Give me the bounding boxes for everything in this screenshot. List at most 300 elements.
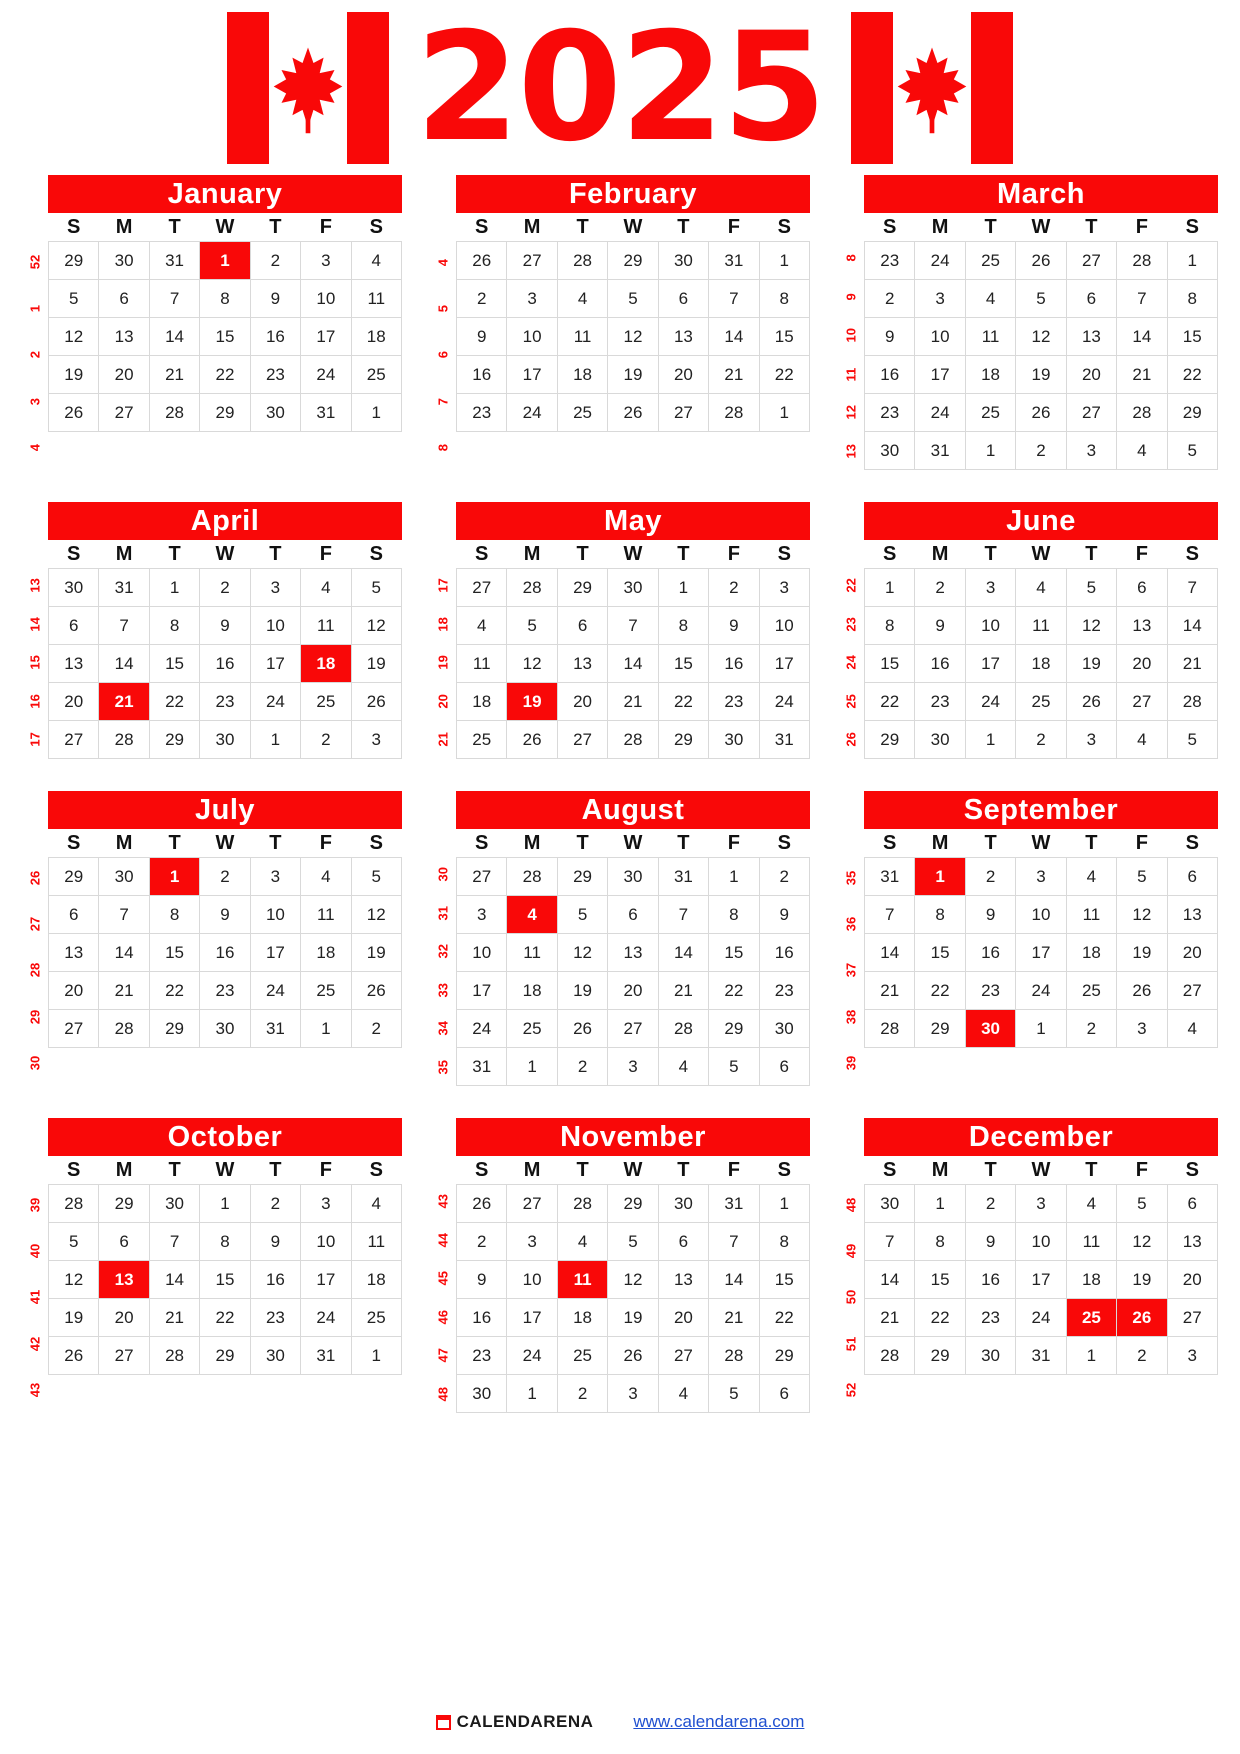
day-cell[interactable]: 11 xyxy=(507,934,557,972)
day-cell[interactable]: 6 xyxy=(49,896,99,934)
day-cell[interactable]: 11 xyxy=(965,318,1015,356)
day-cell[interactable]: 15 xyxy=(200,318,250,356)
day-cell[interactable]: 25 xyxy=(1016,683,1066,721)
day-cell[interactable]: 5 xyxy=(49,1223,99,1261)
day-cell[interactable]: 2 xyxy=(1117,1337,1167,1375)
day-cell[interactable]: 6 xyxy=(759,1048,809,1086)
day-cell[interactable]: 8 xyxy=(709,896,759,934)
day-cell[interactable]: 15 xyxy=(865,645,915,683)
day-cell[interactable]: 27 xyxy=(1117,683,1167,721)
day-cell[interactable]: 1 xyxy=(507,1375,557,1413)
day-cell[interactable]: 3 xyxy=(915,280,965,318)
day-cell[interactable]: 26 xyxy=(1016,242,1066,280)
day-cell[interactable]: 7 xyxy=(149,1223,199,1261)
day-cell[interactable]: 15 xyxy=(658,645,708,683)
day-cell[interactable]: 30 xyxy=(250,394,300,432)
day-cell[interactable]: 15 xyxy=(149,645,199,683)
day-cell[interactable]: 30 xyxy=(965,1010,1015,1048)
day-cell[interactable]: 23 xyxy=(759,972,809,1010)
day-cell[interactable]: 3 xyxy=(250,858,300,896)
day-cell[interactable]: 16 xyxy=(865,356,915,394)
day-cell[interactable]: 10 xyxy=(965,607,1015,645)
day-cell[interactable]: 9 xyxy=(250,1223,300,1261)
day-cell[interactable]: 18 xyxy=(301,934,351,972)
day-cell[interactable]: 29 xyxy=(759,1337,809,1375)
day-cell[interactable]: 30 xyxy=(608,858,658,896)
day-cell[interactable]: 23 xyxy=(865,242,915,280)
day-cell[interactable]: 23 xyxy=(250,356,300,394)
day-cell[interactable]: 29 xyxy=(200,1337,250,1375)
day-cell[interactable]: 31 xyxy=(149,242,199,280)
day-cell[interactable]: 1 xyxy=(250,721,300,759)
day-cell[interactable]: 26 xyxy=(457,242,507,280)
day-cell[interactable]: 2 xyxy=(759,858,809,896)
day-cell[interactable]: 26 xyxy=(557,1010,607,1048)
day-cell[interactable]: 7 xyxy=(1117,280,1167,318)
day-cell[interactable]: 2 xyxy=(301,721,351,759)
day-cell[interactable]: 1 xyxy=(965,721,1015,759)
day-cell[interactable]: 3 xyxy=(1066,432,1116,470)
day-cell[interactable]: 1 xyxy=(759,394,809,432)
day-cell[interactable]: 19 xyxy=(49,356,99,394)
day-cell[interactable]: 18 xyxy=(507,972,557,1010)
day-cell[interactable]: 28 xyxy=(149,1337,199,1375)
day-cell[interactable]: 10 xyxy=(1016,896,1066,934)
day-cell[interactable]: 2 xyxy=(457,280,507,318)
day-cell[interactable]: 4 xyxy=(1066,858,1116,896)
day-cell[interactable]: 13 xyxy=(1167,1223,1217,1261)
day-cell[interactable]: 31 xyxy=(658,858,708,896)
day-cell[interactable]: 16 xyxy=(965,934,1015,972)
day-cell[interactable]: 6 xyxy=(1117,569,1167,607)
day-cell[interactable]: 13 xyxy=(608,934,658,972)
day-cell[interactable]: 29 xyxy=(608,1185,658,1223)
day-cell[interactable]: 26 xyxy=(49,394,99,432)
day-cell[interactable]: 31 xyxy=(915,432,965,470)
day-cell[interactable]: 30 xyxy=(658,242,708,280)
day-cell[interactable]: 15 xyxy=(759,1261,809,1299)
day-cell[interactable]: 2 xyxy=(865,280,915,318)
day-cell[interactable]: 3 xyxy=(351,721,401,759)
day-cell[interactable]: 23 xyxy=(200,972,250,1010)
day-cell[interactable]: 20 xyxy=(1167,934,1217,972)
day-cell[interactable]: 12 xyxy=(351,896,401,934)
day-cell[interactable]: 14 xyxy=(658,934,708,972)
day-cell[interactable]: 2 xyxy=(457,1223,507,1261)
day-cell[interactable]: 24 xyxy=(250,972,300,1010)
day-cell[interactable]: 3 xyxy=(759,569,809,607)
day-cell[interactable]: 15 xyxy=(915,1261,965,1299)
day-cell[interactable]: 7 xyxy=(865,896,915,934)
day-cell[interactable]: 13 xyxy=(658,1261,708,1299)
day-cell[interactable]: 21 xyxy=(99,972,149,1010)
day-cell[interactable]: 9 xyxy=(709,607,759,645)
day-cell[interactable]: 4 xyxy=(658,1048,708,1086)
day-cell[interactable]: 12 xyxy=(1117,896,1167,934)
day-cell[interactable]: 2 xyxy=(965,1185,1015,1223)
day-cell[interactable]: 14 xyxy=(99,645,149,683)
day-cell[interactable]: 29 xyxy=(557,858,607,896)
day-cell[interactable]: 12 xyxy=(351,607,401,645)
day-cell[interactable]: 8 xyxy=(915,1223,965,1261)
day-cell[interactable]: 2 xyxy=(557,1048,607,1086)
day-cell[interactable]: 18 xyxy=(351,1261,401,1299)
day-cell[interactable]: 13 xyxy=(1066,318,1116,356)
day-cell[interactable]: 26 xyxy=(1066,683,1116,721)
day-cell[interactable]: 18 xyxy=(557,356,607,394)
day-cell[interactable]: 16 xyxy=(915,645,965,683)
day-cell[interactable]: 26 xyxy=(49,1337,99,1375)
day-cell[interactable]: 22 xyxy=(759,1299,809,1337)
day-cell[interactable]: 13 xyxy=(49,934,99,972)
day-cell[interactable]: 5 xyxy=(49,280,99,318)
day-cell[interactable]: 28 xyxy=(99,1010,149,1048)
day-cell[interactable]: 27 xyxy=(1167,1299,1217,1337)
day-cell[interactable]: 30 xyxy=(759,1010,809,1048)
day-cell[interactable]: 29 xyxy=(709,1010,759,1048)
day-cell[interactable]: 7 xyxy=(865,1223,915,1261)
day-cell[interactable]: 20 xyxy=(658,356,708,394)
day-cell[interactable]: 9 xyxy=(965,896,1015,934)
day-cell[interactable]: 8 xyxy=(200,1223,250,1261)
day-cell[interactable]: 30 xyxy=(149,1185,199,1223)
day-cell[interactable]: 2 xyxy=(1016,721,1066,759)
day-cell[interactable]: 30 xyxy=(250,1337,300,1375)
day-cell[interactable]: 30 xyxy=(865,432,915,470)
day-cell[interactable]: 12 xyxy=(49,318,99,356)
day-cell[interactable]: 8 xyxy=(200,280,250,318)
day-cell[interactable]: 24 xyxy=(759,683,809,721)
day-cell[interactable]: 13 xyxy=(557,645,607,683)
day-cell[interactable]: 20 xyxy=(49,683,99,721)
day-cell[interactable]: 30 xyxy=(915,721,965,759)
day-cell[interactable]: 29 xyxy=(149,1010,199,1048)
day-cell[interactable]: 20 xyxy=(99,356,149,394)
day-cell[interactable]: 3 xyxy=(250,569,300,607)
day-cell[interactable]: 29 xyxy=(49,858,99,896)
day-cell[interactable]: 15 xyxy=(1167,318,1217,356)
day-cell[interactable]: 30 xyxy=(965,1337,1015,1375)
day-cell[interactable]: 10 xyxy=(250,896,300,934)
day-cell[interactable]: 16 xyxy=(965,1261,1015,1299)
day-cell[interactable]: 29 xyxy=(915,1010,965,1048)
day-cell[interactable]: 2 xyxy=(1016,432,1066,470)
day-cell[interactable]: 6 xyxy=(658,1223,708,1261)
day-cell[interactable]: 16 xyxy=(709,645,759,683)
day-cell[interactable]: 9 xyxy=(915,607,965,645)
day-cell[interactable]: 28 xyxy=(1167,683,1217,721)
day-cell[interactable]: 3 xyxy=(1016,1185,1066,1223)
day-cell[interactable]: 2 xyxy=(557,1375,607,1413)
day-cell[interactable]: 18 xyxy=(557,1299,607,1337)
day-cell[interactable]: 11 xyxy=(1066,1223,1116,1261)
day-cell[interactable]: 4 xyxy=(301,569,351,607)
day-cell[interactable]: 3 xyxy=(507,1223,557,1261)
day-cell[interactable]: 26 xyxy=(457,1185,507,1223)
day-cell[interactable]: 27 xyxy=(658,1337,708,1375)
day-cell[interactable]: 19 xyxy=(1117,1261,1167,1299)
day-cell[interactable]: 8 xyxy=(149,607,199,645)
day-cell[interactable]: 1 xyxy=(965,432,1015,470)
day-cell[interactable]: 27 xyxy=(1167,972,1217,1010)
day-cell[interactable]: 7 xyxy=(99,896,149,934)
day-cell[interactable]: 30 xyxy=(608,569,658,607)
day-cell[interactable]: 3 xyxy=(608,1048,658,1086)
day-cell[interactable]: 24 xyxy=(915,394,965,432)
day-cell[interactable]: 28 xyxy=(49,1185,99,1223)
day-cell[interactable]: 26 xyxy=(507,721,557,759)
day-cell[interactable]: 16 xyxy=(200,645,250,683)
day-cell[interactable]: 14 xyxy=(1167,607,1217,645)
day-cell[interactable]: 6 xyxy=(49,607,99,645)
day-cell[interactable]: 7 xyxy=(608,607,658,645)
day-cell[interactable]: 12 xyxy=(1016,318,1066,356)
day-cell[interactable]: 3 xyxy=(965,569,1015,607)
day-cell[interactable]: 6 xyxy=(1167,858,1217,896)
day-cell[interactable]: 16 xyxy=(250,318,300,356)
day-cell[interactable]: 18 xyxy=(1066,934,1116,972)
day-cell[interactable]: 31 xyxy=(301,1337,351,1375)
day-cell[interactable]: 14 xyxy=(608,645,658,683)
day-cell[interactable]: 25 xyxy=(965,394,1015,432)
day-cell[interactable]: 23 xyxy=(709,683,759,721)
day-cell[interactable]: 11 xyxy=(351,280,401,318)
day-cell[interactable]: 30 xyxy=(658,1185,708,1223)
day-cell[interactable]: 22 xyxy=(200,1299,250,1337)
day-cell[interactable]: 15 xyxy=(709,934,759,972)
day-cell[interactable]: 17 xyxy=(1016,934,1066,972)
day-cell[interactable]: 27 xyxy=(1066,394,1116,432)
day-cell[interactable]: 17 xyxy=(250,934,300,972)
day-cell[interactable]: 9 xyxy=(865,318,915,356)
day-cell[interactable]: 25 xyxy=(557,394,607,432)
day-cell[interactable]: 10 xyxy=(457,934,507,972)
day-cell[interactable]: 5 xyxy=(1066,569,1116,607)
day-cell[interactable]: 27 xyxy=(99,1337,149,1375)
day-cell[interactable]: 4 xyxy=(1167,1010,1217,1048)
day-cell[interactable]: 18 xyxy=(1066,1261,1116,1299)
day-cell[interactable]: 20 xyxy=(557,683,607,721)
day-cell[interactable]: 31 xyxy=(709,242,759,280)
day-cell[interactable]: 17 xyxy=(759,645,809,683)
day-cell[interactable]: 15 xyxy=(149,934,199,972)
day-cell[interactable]: 5 xyxy=(1117,858,1167,896)
day-cell[interactable]: 1 xyxy=(658,569,708,607)
day-cell[interactable]: 31 xyxy=(457,1048,507,1086)
day-cell[interactable]: 4 xyxy=(965,280,1015,318)
day-cell[interactable]: 5 xyxy=(608,280,658,318)
day-cell[interactable]: 26 xyxy=(608,1337,658,1375)
day-cell[interactable]: 29 xyxy=(49,242,99,280)
day-cell[interactable]: 5 xyxy=(351,858,401,896)
day-cell[interactable]: 19 xyxy=(49,1299,99,1337)
day-cell[interactable]: 31 xyxy=(709,1185,759,1223)
day-cell[interactable]: 5 xyxy=(608,1223,658,1261)
day-cell[interactable]: 1 xyxy=(351,1337,401,1375)
day-cell[interactable]: 27 xyxy=(608,1010,658,1048)
day-cell[interactable]: 1 xyxy=(1066,1337,1116,1375)
day-cell[interactable]: 31 xyxy=(865,858,915,896)
day-cell[interactable]: 18 xyxy=(301,645,351,683)
day-cell[interactable]: 2 xyxy=(250,1185,300,1223)
day-cell[interactable]: 4 xyxy=(557,1223,607,1261)
day-cell[interactable]: 16 xyxy=(759,934,809,972)
day-cell[interactable]: 14 xyxy=(1117,318,1167,356)
day-cell[interactable]: 25 xyxy=(301,683,351,721)
day-cell[interactable]: 1 xyxy=(1167,242,1217,280)
day-cell[interactable]: 10 xyxy=(507,1261,557,1299)
day-cell[interactable]: 22 xyxy=(915,1299,965,1337)
day-cell[interactable]: 22 xyxy=(759,356,809,394)
day-cell[interactable]: 13 xyxy=(99,1261,149,1299)
day-cell[interactable]: 3 xyxy=(507,280,557,318)
day-cell[interactable]: 5 xyxy=(557,896,607,934)
day-cell[interactable]: 16 xyxy=(250,1261,300,1299)
day-cell[interactable]: 22 xyxy=(915,972,965,1010)
day-cell[interactable]: 28 xyxy=(865,1010,915,1048)
day-cell[interactable]: 1 xyxy=(915,1185,965,1223)
day-cell[interactable]: 3 xyxy=(1066,721,1116,759)
day-cell[interactable]: 25 xyxy=(301,972,351,1010)
day-cell[interactable]: 27 xyxy=(457,858,507,896)
day-cell[interactable]: 21 xyxy=(149,356,199,394)
day-cell[interactable]: 9 xyxy=(457,1261,507,1299)
day-cell[interactable]: 9 xyxy=(965,1223,1015,1261)
day-cell[interactable]: 29 xyxy=(200,394,250,432)
day-cell[interactable]: 13 xyxy=(49,645,99,683)
day-cell[interactable]: 3 xyxy=(1016,858,1066,896)
day-cell[interactable]: 29 xyxy=(658,721,708,759)
day-cell[interactable]: 27 xyxy=(457,569,507,607)
day-cell[interactable]: 29 xyxy=(608,242,658,280)
day-cell[interactable]: 21 xyxy=(1167,645,1217,683)
day-cell[interactable]: 11 xyxy=(301,896,351,934)
day-cell[interactable]: 24 xyxy=(965,683,1015,721)
day-cell[interactable]: 1 xyxy=(351,394,401,432)
day-cell[interactable]: 25 xyxy=(1066,1299,1116,1337)
day-cell[interactable]: 11 xyxy=(351,1223,401,1261)
day-cell[interactable]: 20 xyxy=(608,972,658,1010)
day-cell[interactable]: 1 xyxy=(507,1048,557,1086)
day-cell[interactable]: 19 xyxy=(1117,934,1167,972)
day-cell[interactable]: 24 xyxy=(250,683,300,721)
day-cell[interactable]: 15 xyxy=(200,1261,250,1299)
day-cell[interactable]: 2 xyxy=(250,242,300,280)
day-cell[interactable]: 29 xyxy=(865,721,915,759)
day-cell[interactable]: 10 xyxy=(250,607,300,645)
day-cell[interactable]: 25 xyxy=(507,1010,557,1048)
day-cell[interactable]: 24 xyxy=(301,1299,351,1337)
day-cell[interactable]: 27 xyxy=(658,394,708,432)
day-cell[interactable]: 1 xyxy=(759,242,809,280)
day-cell[interactable]: 2 xyxy=(351,1010,401,1048)
day-cell[interactable]: 1 xyxy=(200,1185,250,1223)
day-cell[interactable]: 22 xyxy=(658,683,708,721)
day-cell[interactable]: 19 xyxy=(557,972,607,1010)
day-cell[interactable]: 1 xyxy=(865,569,915,607)
day-cell[interactable]: 14 xyxy=(865,1261,915,1299)
day-cell[interactable]: 29 xyxy=(915,1337,965,1375)
day-cell[interactable]: 14 xyxy=(99,934,149,972)
day-cell[interactable]: 28 xyxy=(149,394,199,432)
day-cell[interactable]: 15 xyxy=(915,934,965,972)
day-cell[interactable]: 25 xyxy=(457,721,507,759)
day-cell[interactable]: 10 xyxy=(301,1223,351,1261)
day-cell[interactable]: 21 xyxy=(865,972,915,1010)
day-cell[interactable]: 10 xyxy=(759,607,809,645)
day-cell[interactable]: 22 xyxy=(149,972,199,1010)
day-cell[interactable]: 3 xyxy=(301,242,351,280)
day-cell[interactable]: 23 xyxy=(200,683,250,721)
day-cell[interactable]: 1 xyxy=(200,242,250,280)
day-cell[interactable]: 16 xyxy=(457,1299,507,1337)
day-cell[interactable]: 28 xyxy=(507,858,557,896)
day-cell[interactable]: 6 xyxy=(557,607,607,645)
day-cell[interactable]: 4 xyxy=(557,280,607,318)
day-cell[interactable]: 3 xyxy=(608,1375,658,1413)
day-cell[interactable]: 26 xyxy=(1016,394,1066,432)
day-cell[interactable]: 20 xyxy=(1066,356,1116,394)
day-cell[interactable]: 21 xyxy=(658,972,708,1010)
day-cell[interactable]: 18 xyxy=(351,318,401,356)
day-cell[interactable]: 19 xyxy=(1066,645,1116,683)
day-cell[interactable]: 29 xyxy=(99,1185,149,1223)
day-cell[interactable]: 28 xyxy=(557,1185,607,1223)
day-cell[interactable]: 19 xyxy=(608,356,658,394)
day-cell[interactable]: 8 xyxy=(658,607,708,645)
day-cell[interactable]: 22 xyxy=(149,683,199,721)
day-cell[interactable]: 1 xyxy=(915,858,965,896)
day-cell[interactable]: 30 xyxy=(49,569,99,607)
day-cell[interactable]: 11 xyxy=(457,645,507,683)
day-cell[interactable]: 6 xyxy=(1066,280,1116,318)
day-cell[interactable]: 28 xyxy=(557,242,607,280)
day-cell[interactable]: 17 xyxy=(301,1261,351,1299)
day-cell[interactable]: 25 xyxy=(351,1299,401,1337)
day-cell[interactable]: 6 xyxy=(608,896,658,934)
day-cell[interactable]: 2 xyxy=(200,858,250,896)
day-cell[interactable]: 1 xyxy=(149,569,199,607)
day-cell[interactable]: 27 xyxy=(557,721,607,759)
day-cell[interactable]: 19 xyxy=(608,1299,658,1337)
day-cell[interactable]: 17 xyxy=(301,318,351,356)
day-cell[interactable]: 8 xyxy=(759,280,809,318)
day-cell[interactable]: 5 xyxy=(709,1375,759,1413)
day-cell[interactable]: 22 xyxy=(709,972,759,1010)
day-cell[interactable]: 23 xyxy=(457,1337,507,1375)
day-cell[interactable]: 14 xyxy=(149,318,199,356)
day-cell[interactable]: 7 xyxy=(709,1223,759,1261)
day-cell[interactable]: 6 xyxy=(99,280,149,318)
day-cell[interactable]: 2 xyxy=(965,858,1015,896)
day-cell[interactable]: 14 xyxy=(865,934,915,972)
day-cell[interactable]: 27 xyxy=(49,1010,99,1048)
day-cell[interactable]: 4 xyxy=(351,1185,401,1223)
day-cell[interactable]: 11 xyxy=(1016,607,1066,645)
day-cell[interactable]: 16 xyxy=(200,934,250,972)
day-cell[interactable]: 19 xyxy=(351,645,401,683)
day-cell[interactable]: 28 xyxy=(709,1337,759,1375)
day-cell[interactable]: 28 xyxy=(99,721,149,759)
day-cell[interactable]: 28 xyxy=(507,569,557,607)
day-cell[interactable]: 9 xyxy=(200,896,250,934)
day-cell[interactable]: 5 xyxy=(1117,1185,1167,1223)
day-cell[interactable]: 29 xyxy=(1167,394,1217,432)
day-cell[interactable]: 9 xyxy=(759,896,809,934)
day-cell[interactable]: 12 xyxy=(608,318,658,356)
day-cell[interactable]: 19 xyxy=(1016,356,1066,394)
day-cell[interactable]: 17 xyxy=(915,356,965,394)
